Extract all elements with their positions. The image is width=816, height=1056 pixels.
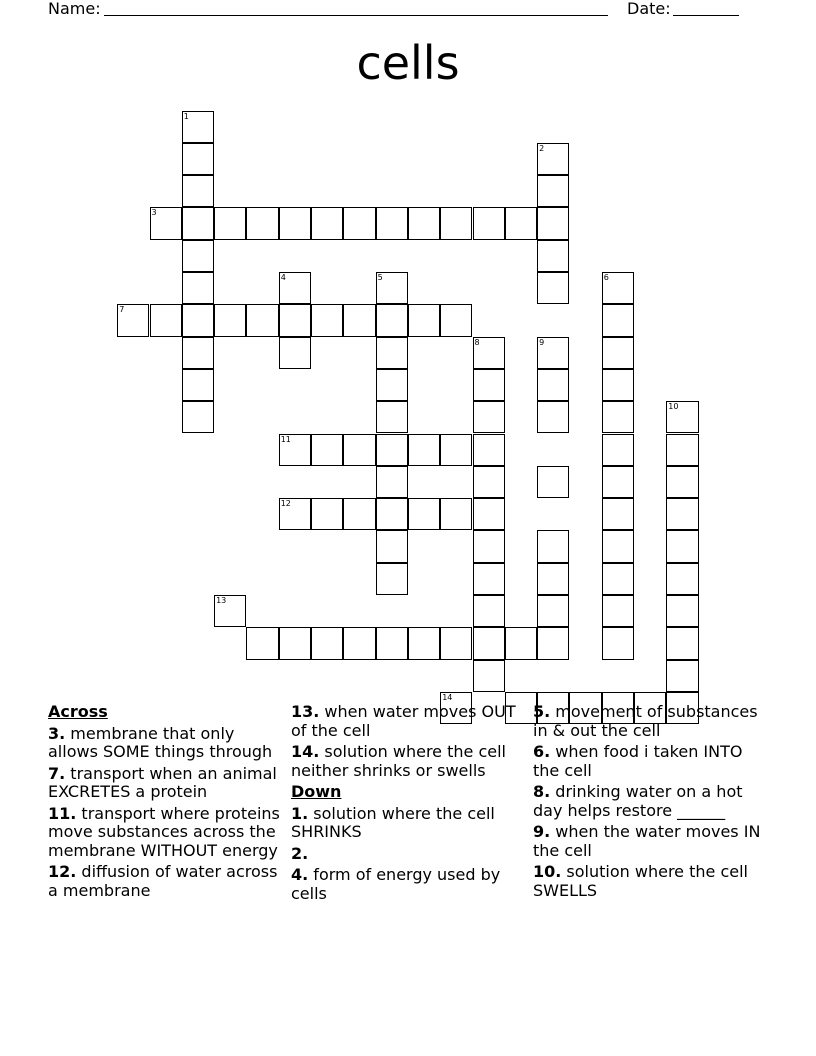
page-title: cells	[356, 36, 460, 90]
clue-item-number: 13.	[291, 702, 320, 721]
clue-item-text: transport when an animal EXCRETES a protein	[48, 763, 277, 801]
grid-cell[interactable]	[182, 175, 214, 207]
grid-cell[interactable]	[602, 563, 634, 595]
grid-cell[interactable]	[602, 595, 634, 627]
grid-cell[interactable]	[376, 304, 408, 336]
down-clue-list	[291, 805, 527, 904]
clue-item	[291, 743, 527, 780]
clue-item-text: solution where the cell SHRINKS	[291, 803, 495, 841]
grid-cell[interactable]	[537, 207, 569, 239]
clue-number: 7	[119, 305, 125, 315]
clue-item-number: 10.	[533, 862, 562, 881]
grid-cell[interactable]	[473, 660, 505, 692]
grid-cell[interactable]	[343, 498, 375, 530]
grid-cell[interactable]	[505, 627, 537, 659]
grid-cell[interactable]	[408, 627, 440, 659]
clue-item-text: membrane that only allows SOME things through	[48, 723, 273, 761]
grid-cell[interactable]	[666, 530, 698, 562]
clue-number: 6	[603, 273, 609, 282]
grid-cell[interactable]	[666, 434, 698, 466]
clue-item	[48, 863, 284, 900]
clue-item	[533, 783, 773, 820]
grid-cell[interactable]	[505, 207, 537, 239]
clue-item-text: when food i taken INTO the cell	[533, 742, 743, 780]
clue-item-number: 11.	[48, 803, 77, 823]
grid-cell[interactable]	[602, 401, 634, 433]
clue-number: 8	[474, 337, 480, 347]
grid-cell[interactable]	[408, 304, 440, 336]
grid-cell[interactable]	[537, 369, 569, 401]
clue-item	[48, 765, 284, 802]
grid-cell[interactable]	[666, 563, 698, 595]
grid-cell[interactable]	[182, 272, 214, 304]
grid-cell[interactable]	[473, 434, 505, 466]
grid-cell[interactable]	[473, 595, 505, 627]
grid-cell[interactable]	[473, 466, 505, 498]
clue-item-text: form of energy used by cells	[291, 865, 501, 903]
grid-cell[interactable]	[182, 401, 214, 433]
clue-item-number: 4.	[291, 865, 309, 884]
clue-item-number: 7.	[48, 763, 66, 783]
grid-cell[interactable]	[537, 595, 569, 627]
grid-cell[interactable]	[602, 337, 634, 369]
clue-item-text: when the water moves IN the cell	[533, 822, 761, 860]
grid-cell[interactable]	[376, 401, 408, 433]
clue-number: 13	[216, 596, 227, 605]
clue-number: 2	[539, 143, 545, 153]
clue-number: 4	[280, 273, 286, 282]
grid-cell[interactable]	[311, 304, 343, 336]
grid-cell[interactable]	[279, 207, 311, 239]
grid-cell[interactable]	[182, 240, 214, 272]
grid-cell[interactable]	[537, 401, 569, 433]
grid-cell[interactable]	[602, 304, 634, 336]
grid-cell[interactable]	[666, 660, 698, 692]
clue-item-number: 9.	[533, 822, 551, 841]
grid-cell[interactable]	[311, 627, 343, 659]
clue-item	[48, 725, 284, 762]
grid-cell[interactable]	[182, 337, 214, 369]
grid-cell[interactable]	[343, 434, 375, 466]
grid-cell[interactable]	[602, 369, 634, 401]
grid-cell[interactable]	[537, 175, 569, 207]
grid-cell[interactable]	[376, 337, 408, 369]
clue-number: 5	[377, 273, 383, 282]
clue-item-number: 8.	[533, 782, 551, 801]
grid-cell[interactable]	[537, 627, 569, 659]
grid-cell[interactable]	[666, 595, 698, 627]
grid-cell[interactable]	[279, 337, 311, 369]
clue-number: 14	[442, 692, 453, 702]
clue-item	[291, 703, 527, 740]
grid-cell[interactable]	[376, 498, 408, 530]
grid-cell[interactable]	[602, 466, 634, 498]
grid-cell[interactable]	[473, 207, 505, 239]
grid-cell[interactable]	[666, 627, 698, 659]
grid-cell[interactable]	[343, 304, 375, 336]
clue-item	[48, 805, 284, 861]
clue-item-text: solution where the cell SWELLS	[533, 862, 748, 900]
date-label: Date:	[627, 0, 671, 18]
clue-item-number: 12.	[48, 862, 77, 881]
grid-cell[interactable]	[537, 563, 569, 595]
grid-cell[interactable]	[376, 466, 408, 498]
grid-cell[interactable]	[182, 143, 214, 175]
grid-cell[interactable]	[473, 498, 505, 530]
grid-cell[interactable]	[376, 563, 408, 595]
clue-item-number: 3.	[48, 723, 66, 743]
grid-cell[interactable]	[440, 498, 472, 530]
grid-cell[interactable]	[602, 434, 634, 466]
grid-cell[interactable]	[311, 434, 343, 466]
clues-column-2	[291, 703, 527, 906]
clue-number: 9	[539, 337, 545, 347]
grid-cell[interactable]	[537, 466, 569, 498]
clue-number: 1	[183, 111, 189, 121]
grid-cell[interactable]	[343, 207, 375, 239]
clue-item-number: 5.	[533, 702, 551, 721]
grid-cell[interactable]	[214, 207, 246, 239]
clues-column-1	[48, 703, 284, 903]
clue-item-text: diffusion of water across a membrane	[48, 862, 278, 900]
grid-cell[interactable]	[473, 530, 505, 562]
clue-number: 3	[151, 208, 157, 218]
grid-cell[interactable]	[343, 627, 375, 659]
grid-cell[interactable]	[473, 401, 505, 433]
name-field[interactable]	[104, 15, 608, 16]
clue-item	[533, 863, 773, 900]
grid-cell[interactable]	[279, 627, 311, 659]
grid-cell[interactable]	[602, 530, 634, 562]
grid-cell[interactable]	[214, 304, 246, 336]
grid-cell[interactable]	[376, 434, 408, 466]
down-clue-list-continued	[533, 703, 773, 900]
clue-number: 12	[280, 499, 291, 509]
header	[0, 0, 816, 24]
clue-number: 10	[668, 402, 679, 412]
grid-cell[interactable]	[150, 304, 182, 336]
grid-cell[interactable]	[408, 207, 440, 239]
clue-item	[533, 743, 773, 780]
grid-cell[interactable]	[246, 627, 278, 659]
grid-cell[interactable]	[376, 530, 408, 562]
clue-item-number: 6.	[533, 742, 551, 761]
clue-item-number: 1.	[291, 803, 309, 823]
grid-cell[interactable]	[376, 207, 408, 239]
grid-cell[interactable]	[666, 498, 698, 530]
grid-cell[interactable]	[602, 498, 634, 530]
grid-cell[interactable]	[440, 304, 472, 336]
grid-cell[interactable]	[246, 207, 278, 239]
grid-cell[interactable]	[537, 272, 569, 304]
across-clue-list	[48, 725, 284, 901]
grid-cell[interactable]	[440, 627, 472, 659]
clue-item	[533, 703, 773, 740]
clue-item-text: transport where proteins move substances across the membrane WITHOUT energy	[48, 803, 280, 860]
grid-cell[interactable]	[311, 207, 343, 239]
grid-cell[interactable]	[408, 434, 440, 466]
grid-cell[interactable]	[376, 369, 408, 401]
clue-number: 11	[280, 434, 291, 444]
name-label: Name:	[48, 0, 101, 18]
grid-cell[interactable]	[473, 369, 505, 401]
clue-item	[291, 866, 527, 903]
across-heading: Across	[48, 702, 108, 721]
grid-cell[interactable]	[182, 207, 214, 239]
clue-item-number: 14.	[291, 742, 320, 761]
grid-cell[interactable]	[440, 207, 472, 239]
grid-cell[interactable]	[473, 627, 505, 659]
grid-cell[interactable]	[376, 627, 408, 659]
grid-cell[interactable]	[537, 240, 569, 272]
grid-cell[interactable]	[602, 627, 634, 659]
clue-item	[291, 845, 527, 864]
clue-item-number: 2.	[291, 843, 309, 863]
grid-cell[interactable]	[440, 434, 472, 466]
grid-cell[interactable]	[182, 369, 214, 401]
date-field[interactable]	[673, 15, 739, 16]
clue-item-text: solution where the cell neither shrinks or swells	[291, 742, 506, 780]
grid-cell[interactable]	[537, 530, 569, 562]
grid-cell[interactable]	[311, 498, 343, 530]
grid-cell[interactable]	[182, 304, 214, 336]
grid-cell[interactable]	[246, 304, 278, 336]
grid-cell[interactable]	[473, 563, 505, 595]
across-clue-list-continued	[291, 703, 527, 780]
clue-item-text: movement of substances in & out the cell	[533, 702, 758, 740]
clues-column-3	[533, 703, 773, 903]
grid-cell[interactable]	[279, 304, 311, 336]
grid-cell[interactable]	[408, 498, 440, 530]
clue-item-text: when water moves OUT of the cell	[291, 702, 516, 740]
clues-section	[0, 703, 816, 943]
down-heading: Down	[291, 782, 342, 801]
clue-item-text: drinking water on a hot day helps restore ______	[533, 782, 743, 820]
grid-cell[interactable]	[666, 466, 698, 498]
clue-item	[291, 805, 527, 842]
clue-item	[533, 823, 773, 860]
